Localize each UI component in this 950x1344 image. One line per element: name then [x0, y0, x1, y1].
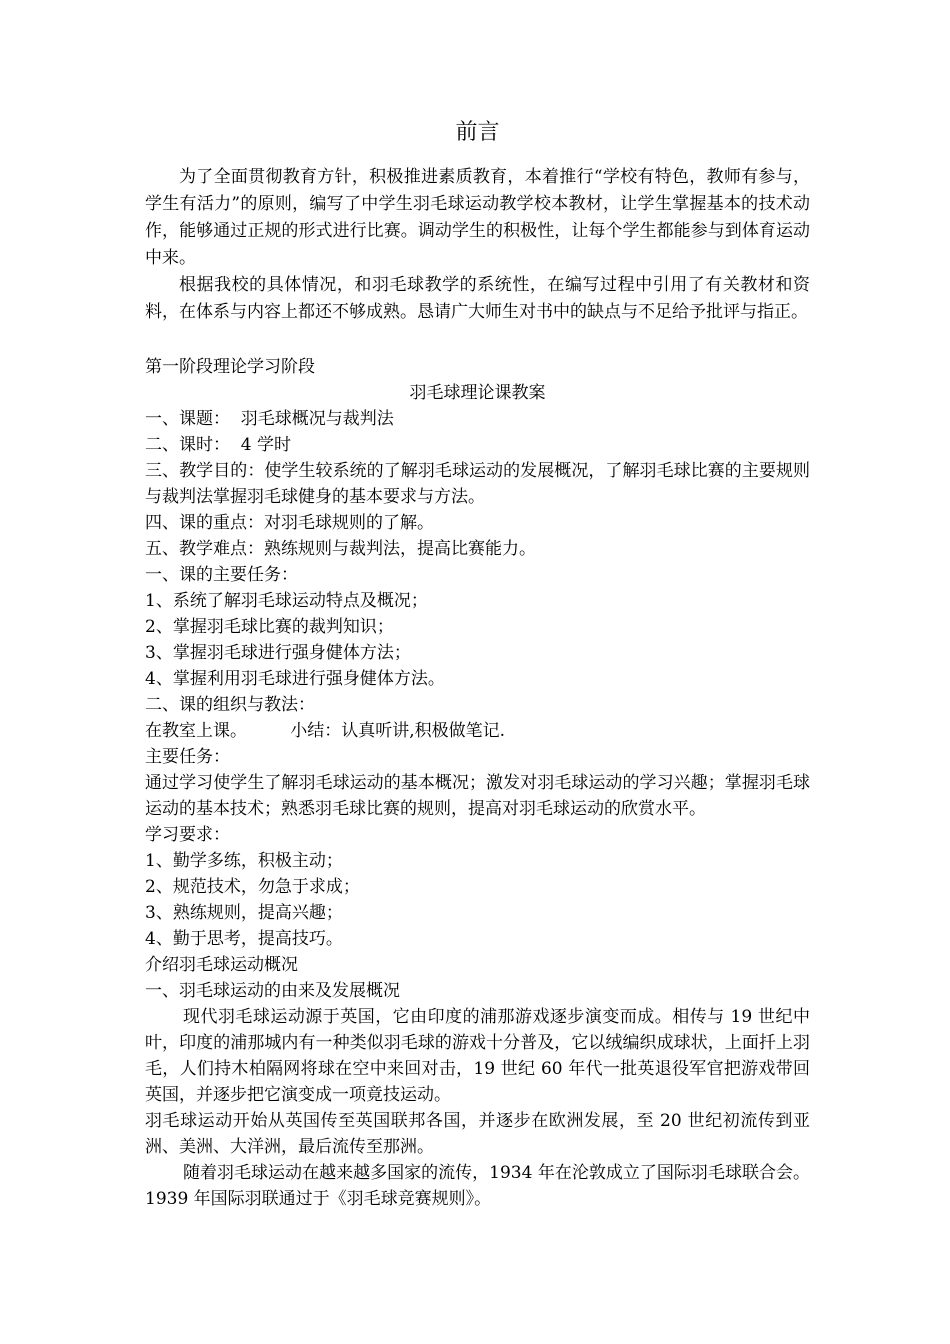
task-item: 1、系统了解羽毛球运动特点及概况；: [145, 591, 428, 611]
requirements-heading: 学习要求：: [145, 825, 230, 845]
lesson-difficulty: 五、教学难点：熟练规则与裁判法，提高比赛能力。: [145, 539, 536, 559]
intro-paragraph-2: 羽毛球运动开始从英国传至英国联邦各国，并逐步在欧洲发展，至 20 世纪初流传到亚洲、美洲、大洋洲，最后流传至那洲。: [145, 1111, 810, 1157]
task-item: 2、掌握羽毛球比赛的裁判知识；: [145, 617, 394, 637]
lesson-objective: 三、教学目的：使学生较系统的了解羽毛球运动的发展概况，了解羽毛球比赛的主要规则与裁判法掌握羽毛球健身的基本要求与方法。: [145, 461, 810, 507]
intro-heading: 介绍羽毛球运动概况: [145, 955, 298, 975]
requirement-item: 1、勤学多练，积极主动；: [145, 851, 343, 871]
preface-paragraph-1: 为了全面贯彻教育方针，积极推进素质教育，本着推行“学校有特色，教师有参与，学生有活力”的原则，编写了中学生羽毛球运动教学校本教材，让学生掌握基本的技术动作，能够通过正规的形式进行比赛。调动学生的积极性，让每个学生都能参与到体育运动中来。: [145, 167, 810, 268]
lesson-hours: 二、课时： 4 学时: [145, 435, 292, 455]
requirement-item: 2、规范技术，勿急于求成；: [145, 877, 360, 897]
intro-paragraph-1: 现代羽毛球运动源于英国，它由印度的浦那游戏逐步演变而成。相传与 19 世纪中叶，印度的浦那城内有一种类似羽毛球的游戏十分普及，它以绒编织成球状，上面扦上羽毛，人们持木柏隔网将球在空中来回对击，19 世纪 60 年代一批英退役军官把游戏带回英国，并逐步把它演变成一项竟技运动。: [145, 1007, 810, 1105]
requirement-item: 4、勤于思考，提高技巧。: [145, 929, 343, 949]
lesson-topic: 一、课题： 羽毛球概况与裁判法: [145, 409, 394, 429]
intro-paragraph-3: 随着羽毛球运动在越来越多国家的流传，1934 年在沦敦成立了国际羽毛球联合会。1939 年国际羽联通过于《羽毛球竞赛规则》。: [145, 1163, 810, 1209]
intro-subheading: 一、羽毛球运动的由来及发展概况: [145, 981, 400, 1001]
stage-heading: 第一阶段理论学习阶段: [145, 357, 315, 377]
preface-title: 前言: [455, 120, 500, 145]
requirement-item: 3、熟练规则，提高兴趣；: [145, 903, 343, 923]
organization-line: 在教室上课。 小结：认真听讲,积极做笔记.: [145, 721, 506, 741]
section-spacer: [145, 326, 810, 354]
task-item: 3、掌握羽毛球进行强身健体方法；: [145, 643, 411, 663]
task-item: 4、掌握利用羽毛球进行强身健体方法。: [145, 669, 445, 689]
lesson-title: 羽毛球理论课教案: [409, 383, 546, 403]
main-task-heading: 主要任务：: [145, 747, 230, 767]
preface-paragraph-2: 根据我校的具体情况，和羽毛球教学的系统性，在编写过程中引用了有关教材和资料，在体系与内容上都还不够成熟。恳请广大师生对书中的缺点与不足给予批评与指正。: [145, 275, 810, 322]
main-task-text: 通过学习使学生了解羽毛球运动的基本概况；激发对羽毛球运动的学习兴趣；掌握羽毛球运动的基本技术；熟悉羽毛球比赛的规则，提高对羽毛球运动的欣赏水平。: [145, 773, 810, 819]
lesson-key-point: 四、课的重点：对羽毛球规则的了解。: [145, 513, 434, 533]
tasks-heading: 一、课的主要任务：: [145, 565, 298, 585]
organization-heading: 二、课的组织与教法：: [145, 695, 315, 715]
document-page: [145, 118, 810, 1212]
